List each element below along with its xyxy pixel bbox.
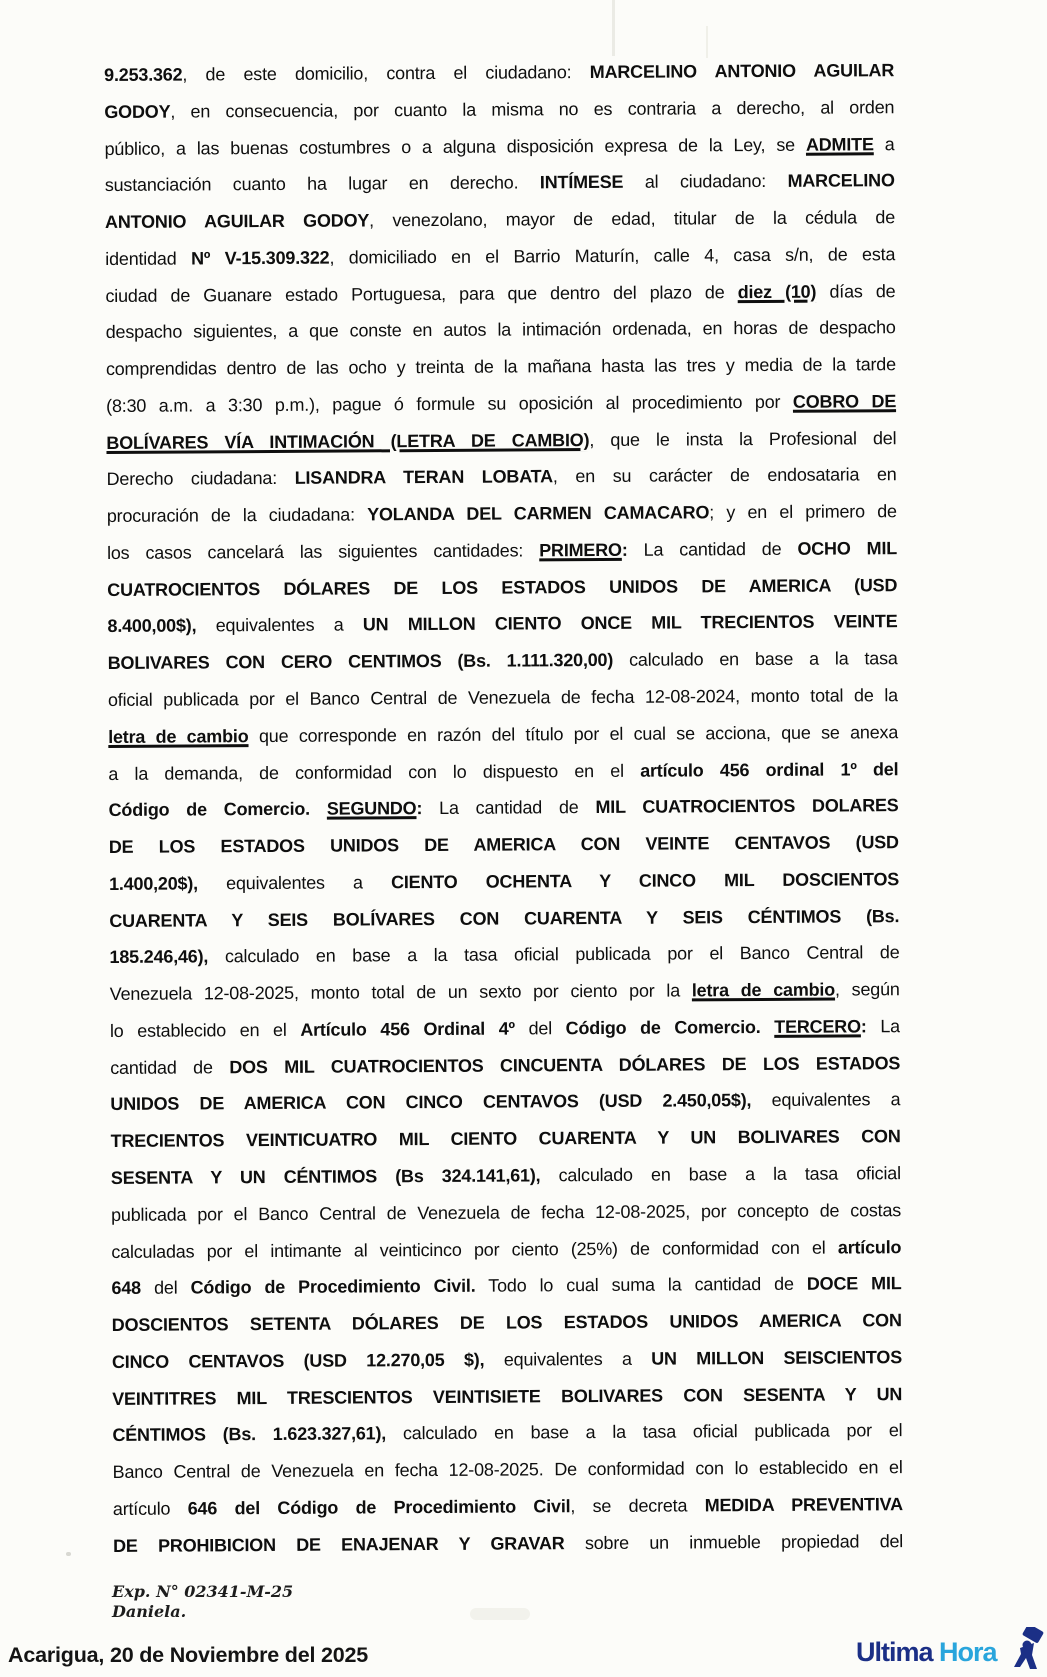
document-line: BOLIVARES CON CERO CENTIMOS (Bs. 1.111.320,00) calculado en base a la tasa: [107, 648, 898, 674]
document-line: los casos cancelará las siguientes cantidades: PRIMERO: La cantidad de OCHO MIL: [106, 538, 898, 563]
town-crier-icon: [1008, 1627, 1044, 1677]
document-line: Código de Comercio. SEGUNDO: La cantidad de MIL CUATROCIENTOS DOLARES: [108, 795, 899, 821]
document-lines: [104, 52, 903, 1564]
dateline: Acarigua, 20 de Noviembre del 2025: [8, 1643, 369, 1667]
logo-text-hora: Hora: [939, 1637, 997, 1667]
document-line: BOLÍVARES VÍA INTIMACIÓN (LETRA DE CAMBIO), que le insta la Profesional del: [106, 427, 897, 453]
document-line: CUARENTA Y SEIS BOLÍVARES CON CUARENTA Y SEIS CÉNTIMOS (Bs.: [109, 905, 900, 931]
expedient-number: Exp. N° 02341-M-25: [112, 1582, 294, 1601]
document-line: letra de cambio que corresponde en razón del título por el cual se acciona, que se anexa: [108, 721, 899, 747]
document-line: a la demanda, de conformidad con lo dispuesto en el artículo 456 ordinal 1º del: [108, 758, 899, 784]
clerk-name: Daniela.: [112, 1602, 187, 1621]
document-line: procuración de la ciudadana: YOLANDA DEL CARMEN CAMACARO; y en el primero de: [106, 501, 897, 527]
document-line: lo establecido en el Artículo 456 Ordinal 4º del Código de Comercio. TERCERO: La: [109, 1016, 900, 1041]
document-line: DOSCIENTOS SETENTA DÓLARES DE LOS ESTADOS UNIDOS AMERICA CON: [111, 1310, 902, 1336]
document-line: calculadas por el intimante al veinticinco por ciento (25%) de conformidad con el artículo: [111, 1236, 902, 1262]
document-line: (8:30 a.m. a 3:30 p.m.), pague ó formule su oposición al procedimiento por COBRO DE: [106, 391, 897, 416]
scan-artifact: [66, 1552, 71, 1556]
document-line: ANTONIO AGUILAR GODOY, venezolano, mayor de edad, titular de la cédula de: [104, 207, 896, 233]
document-line: TRECIENTOS VEINTICUATRO MIL CIENTO CUARENTA Y UN BOLIVARES CON: [110, 1126, 901, 1152]
document-line: UNIDOS DE AMERICA CON CINCO CENTAVOS (USD 2.450,05$), equivalentes a: [110, 1089, 901, 1115]
document-line: cantidad de DOS MIL CUATROCIENTOS CINCUENTA DÓLARES DE LOS ESTADOS: [110, 1052, 901, 1078]
document-line: Banco Central de Venezuela en fecha 12-08-2025. De conformidad con lo establecido en el: [112, 1457, 903, 1483]
document-line: artículo 646 del Código de Procedimiento Civil, se decreta MEDIDA PREVENTIVA: [112, 1494, 903, 1519]
scan-artifact: [612, 0, 615, 56]
document-line: publicada por el Banco Central de Venezuela de fecha 12-08-2025, por concepto de costas: [111, 1199, 902, 1225]
document-line: ciudad de Guanare estado Portuguesa, para que dentro del plazo de diez (10) días de: [105, 280, 896, 306]
document-line: DE LOS ESTADOS UNIDOS DE AMERICA CON VEINTE CENTAVOS (USD: [108, 832, 899, 858]
document-line: DE PROHIBICION DE ENAJENAR Y GRAVAR sobre un inmueble propiedad del: [113, 1530, 904, 1556]
document-line: 185.246,46), calculado en base a la tasa oficial publicada por el Banco Central de: [109, 942, 900, 968]
document-line: CUATROCIENTOS DÓLARES DE LOS ESTADOS UNIDOS DE AMERICA (USD: [107, 574, 898, 600]
document-line: Venezuela 12-08-2025, monto total de un sexto por ciento por la letra de cambio, según: [109, 979, 900, 1005]
document-line: público, a las buenas costumbres o a alguna disposición expresa de la Ley, se ADMITE a: [104, 133, 895, 159]
expedient-note: [112, 1582, 293, 1622]
document-line: Derecho ciudadana: LISANDRA TERAN LOBATA, en su carácter de endosataria en: [106, 464, 897, 490]
logo-text-ultima: Ultima: [856, 1637, 933, 1667]
ultima-hora-logo: [856, 1637, 997, 1668]
document-line: identidad Nº V-15.309.322, domiciliado en el Barrio Maturín, calle 4, casa s/n, de esta: [105, 243, 896, 269]
scan-artifact: [470, 1608, 530, 1620]
document-line: 9.253.362, de este domicilio, contra el ciudadano: MARCELINO ANTONIO AGUILAR: [104, 60, 895, 85]
document-line: comprendidas dentro de las ocho y treinta de la mañana hasta las tres y media de la tarde: [105, 354, 896, 380]
document-line: 648 del Código de Procedimiento Civil. Todo lo cual suma la cantidad de DOCE MIL: [111, 1273, 902, 1299]
document-line: sustanciación cuanto ha lugar en derecho. INTÍMESE al ciudadano: MARCELINO: [104, 170, 895, 196]
document-line: CINCO CENTAVOS (USD 12.270,05 $), equivalentes a UN MILLON SEISCIENTOS: [111, 1346, 903, 1372]
document-line: CÉNTIMOS (Bs. 1.623.327,61), calculado en base a la tasa oficial publicada por el: [112, 1420, 903, 1446]
document-line: 8.400,00$), equivalentes a UN MILLON CIENTO ONCE MIL TRECIENTOS VEINTE: [107, 611, 898, 637]
document-line: GODOY, en consecuencia, por cuanto la misma no es contraria a derecho, al orden: [104, 96, 895, 122]
document-line: despacho siguientes, a que conste en autos la intimación ordenada, en horas de despacho: [105, 317, 896, 343]
document-line: SESENTA Y UN CÉNTIMOS (Bs 324.141,61), calculado en base a la tasa oficial: [110, 1163, 901, 1188]
document-line: oficial publicada por el Banco Central de Venezuela de fecha 12-08-2024, monto total de la: [107, 685, 898, 711]
document-line: VEINTITRES MIL TRESCIENTOS VEINTISIETE BOLIVARES CON SESENTA Y UN: [112, 1383, 903, 1409]
document-line: 1.400,20$), equivalentes a CIENTO OCHENTA Y CINCO MIL DOSCIENTOS: [108, 869, 900, 894]
